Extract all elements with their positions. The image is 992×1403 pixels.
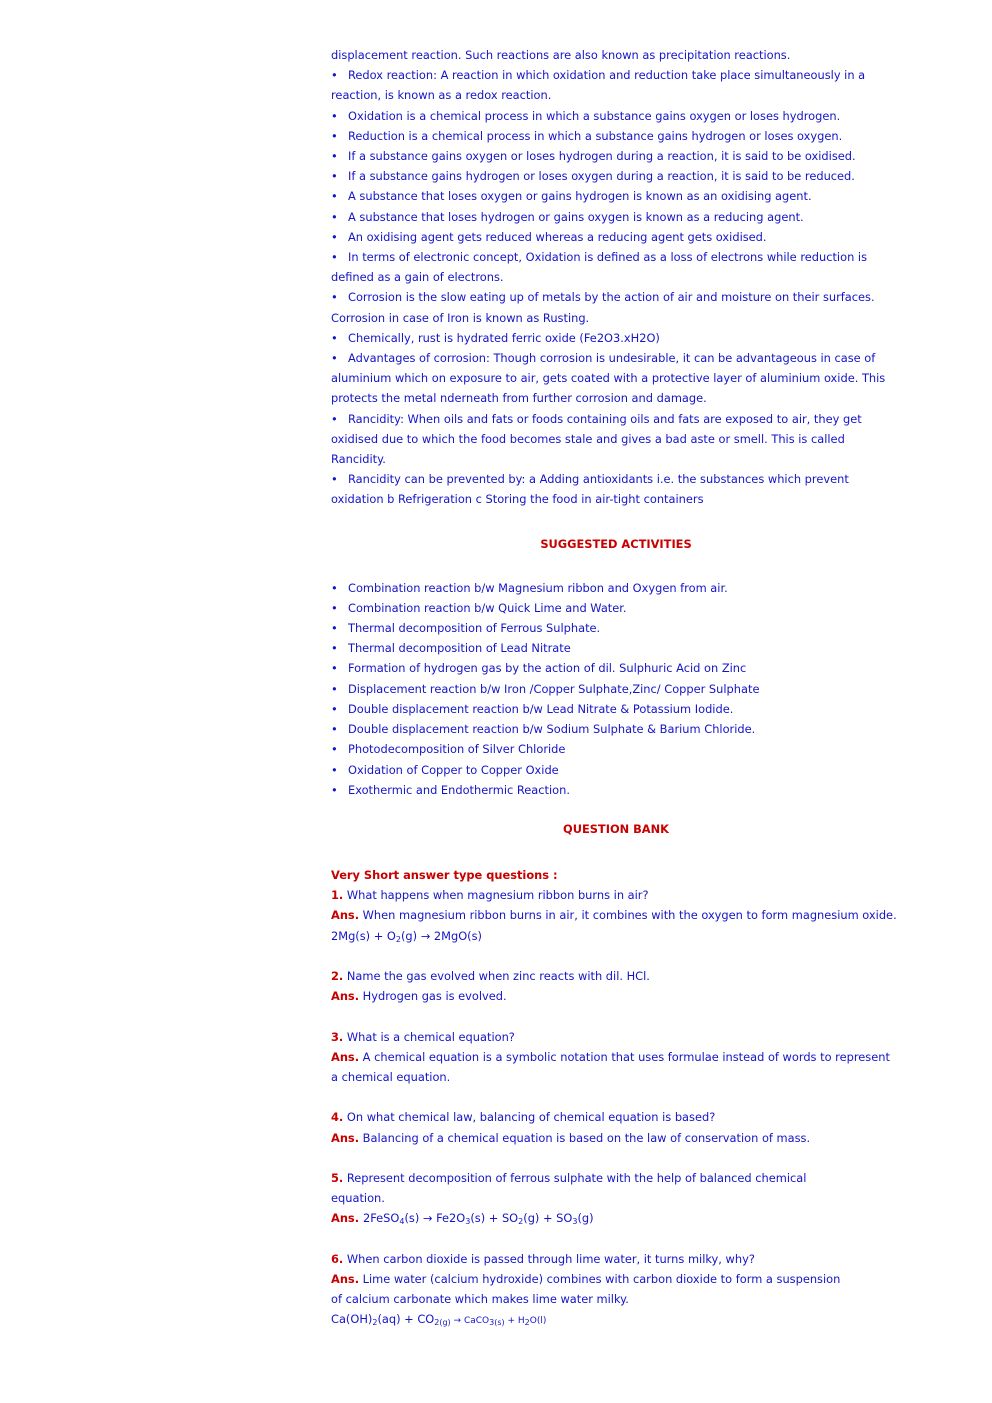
question-number: 2. xyxy=(331,968,344,983)
spacer xyxy=(331,1087,901,1107)
activity-item xyxy=(331,618,901,638)
question-text xyxy=(331,1107,901,1127)
summary-point xyxy=(331,348,901,368)
activity-item xyxy=(331,598,901,618)
activities-list xyxy=(331,578,901,800)
answer-line: Hydrogen gas is evolved. xyxy=(362,989,507,1004)
bullet-text: If a substance gains hydrogen or loses oxygen during a reaction, it is said to be reduced. xyxy=(348,169,855,184)
bullet-marker: • xyxy=(331,472,338,487)
bullet-text: Displacement reaction b/w Iron /Copper Sulphate,Zinc/ Copper Sulphate xyxy=(348,681,760,696)
summary-line: Rancidity. xyxy=(331,452,386,467)
bullet-marker: • xyxy=(331,782,338,797)
bullet-marker: • xyxy=(331,189,338,204)
bullet-text: Rancidity can be prevented by: a Adding antioxidants i.e. the substances which prevent xyxy=(348,472,849,487)
activity-item xyxy=(331,638,901,658)
equation-text: (g) → 2MgO(s) xyxy=(400,928,482,943)
chemical-equation xyxy=(331,926,901,946)
bullet-marker: • xyxy=(331,209,338,224)
summary-point xyxy=(331,247,901,267)
summary-point xyxy=(331,469,901,489)
document-page xyxy=(331,45,901,1332)
answer-line: of calcium carbonate which makes lime water milky. xyxy=(331,1292,629,1307)
summary-point xyxy=(331,186,901,206)
summary-point xyxy=(331,409,901,429)
equation-subscript: 3 xyxy=(572,1217,578,1227)
equation-text: O(l) xyxy=(529,1316,547,1327)
equation-text: 2Mg(s) + O xyxy=(331,928,396,943)
bullet-marker: • xyxy=(331,128,338,143)
summary-point xyxy=(331,126,901,146)
bullet-text: Redox reaction: A reaction in which oxidation and reduction take place simultaneously in a xyxy=(348,68,866,83)
summary-line: protects the metal nderneath from further corrosion and damage. xyxy=(331,391,707,406)
bullet-marker: • xyxy=(331,351,338,366)
spacer xyxy=(331,1229,901,1249)
answer-label: Ans. xyxy=(331,908,360,923)
bullet-text: A substance that loses oxygen or gains hydrogen is known as an oxidising agent. xyxy=(348,189,812,204)
equation-subscript: 2 xyxy=(395,934,401,944)
chemical-equation xyxy=(331,1309,901,1331)
bullet-text: If a substance gains oxygen or loses hydrogen during a reaction, it is said to be oxidised. xyxy=(348,149,856,164)
summary-line: oxidised due to which the food becomes stale and gives a bad aste or smell. This is called xyxy=(331,431,845,446)
bullet-marker: • xyxy=(331,742,338,757)
question-type-subheading: Very Short answer type questions : xyxy=(331,867,558,882)
bullet-text: In terms of electronic concept, Oxidation is defined as a loss of electrons while reduction is xyxy=(348,250,868,265)
bullet-text: Exothermic and Endothermic Reaction. xyxy=(348,782,570,797)
summary-point xyxy=(331,227,901,247)
equation-text: 2FeSO xyxy=(363,1211,400,1226)
summary-line: oxidation b Refrigeration c Storing the food in air-tight containers xyxy=(331,492,704,507)
bullet-marker: • xyxy=(331,600,338,615)
activity-item xyxy=(331,679,901,699)
question-text xyxy=(331,1249,901,1269)
bullet-text: Rancidity: When oils and fats or foods containing oils and fats are exposed to air, they get xyxy=(348,411,862,426)
question-line: On what chemical law, balancing of chemical equation is based? xyxy=(346,1110,716,1125)
equation-subscript: 3(s) xyxy=(489,1318,505,1328)
activity-item xyxy=(331,699,901,719)
activity-item xyxy=(331,739,901,759)
bullet-marker: • xyxy=(331,641,338,656)
bullet-marker: • xyxy=(331,250,338,265)
question-bank-heading: QUESTION BANK xyxy=(563,821,669,836)
question-line: What is a chemical equation? xyxy=(346,1029,515,1044)
summary-line: displacement reaction. Such reactions are also known as precipitation reactions. xyxy=(331,48,791,62)
question-text xyxy=(331,1188,901,1208)
activity-item xyxy=(331,760,901,780)
spacer xyxy=(331,1148,901,1168)
equation-subscript: 3 xyxy=(465,1217,471,1227)
bullet-text: Combination reaction b/w Magnesium ribbon and Oxygen from air. xyxy=(348,580,728,595)
equation-text: (aq) + CO xyxy=(377,1312,435,1327)
equation-subscript: 2 xyxy=(372,1318,378,1328)
equation-text: (g) + SO xyxy=(523,1211,573,1226)
bullet-marker: • xyxy=(331,149,338,164)
summary-point xyxy=(331,287,901,307)
bullet-text: Thermal decomposition of Ferrous Sulphate. xyxy=(348,621,601,636)
bullet-text: An oxidising agent gets reduced whereas a reducing agent gets oxidised. xyxy=(348,229,767,244)
answer-line: When magnesium ribbon burns in air, it combines with the oxygen to form magnesium oxide. xyxy=(362,908,897,923)
bullet-text: Advantages of corrosion: Though corrosion is undesirable, it can be advantageous in case of xyxy=(348,351,876,366)
answer-text xyxy=(331,1067,901,1087)
question-text xyxy=(331,1168,901,1188)
bullet-text: Chemically, rust is hydrated ferric oxide (Fe2O3.xH2O) xyxy=(348,330,660,345)
bullet-text: Reduction is a chemical process in which a substance gains hydrogen or loses oxygen. xyxy=(348,128,843,143)
answer-label: Ans. xyxy=(331,1130,360,1145)
equation-text: → CaCO xyxy=(450,1316,490,1327)
summary-section xyxy=(331,45,901,510)
answer-label: Ans. xyxy=(331,1211,363,1226)
equation-subscript: 2(g) xyxy=(434,1318,451,1328)
bullet-text: Double displacement reaction b/w Lead Nitrate & Potassium Iodide. xyxy=(348,701,734,716)
answer-line: A chemical equation is a symbolic notation that uses formulae instead of words to represent xyxy=(362,1049,890,1064)
answer-label: Ans. xyxy=(331,989,360,1004)
bullet-text: Thermal decomposition of Lead Nitrate xyxy=(348,641,571,656)
spacer xyxy=(331,1006,901,1026)
summary-line: reaction, is known as a redox reaction. xyxy=(331,88,552,103)
activity-item xyxy=(331,780,901,800)
answer-label: Ans. xyxy=(331,1271,360,1286)
bullet-marker: • xyxy=(331,108,338,123)
question-line: equation. xyxy=(331,1191,385,1206)
equation-subscript: 2 xyxy=(524,1318,530,1328)
answer-text xyxy=(331,986,901,1006)
answer-text xyxy=(331,905,901,925)
summary-point xyxy=(331,106,901,126)
question-line: Represent decomposition of ferrous sulphate with the help of balanced chemical xyxy=(346,1170,807,1185)
equation-text: Ca(OH) xyxy=(331,1312,373,1327)
question-list xyxy=(331,885,901,1331)
activity-item xyxy=(331,658,901,678)
answer-text xyxy=(331,1289,901,1309)
question-line: When carbon dioxide is passed through lime water, it turns milky, why? xyxy=(346,1251,755,1266)
bullet-text: Photodecomposition of Silver Chloride xyxy=(348,742,566,757)
question-number: 4. xyxy=(331,1110,344,1125)
bullet-marker: • xyxy=(331,330,338,345)
bullet-marker: • xyxy=(331,681,338,696)
activity-item xyxy=(331,719,901,739)
activities-heading: SUGGESTED ACTIVITIES xyxy=(540,536,692,551)
summary-line: aluminium which on exposure to air, gets coated with a protective layer of aluminium oxide. This xyxy=(331,371,886,386)
equation-text: + H xyxy=(504,1316,525,1327)
summary-point xyxy=(331,328,901,348)
answer-line: Balancing of a chemical equation is based on the law of conservation of mass. xyxy=(362,1130,811,1145)
answer-text xyxy=(331,1269,901,1289)
bullet-marker: • xyxy=(331,290,338,305)
bullet-marker: • xyxy=(331,701,338,716)
bullet-marker: • xyxy=(331,68,338,83)
equation-text: (g) xyxy=(577,1211,594,1226)
activity-item xyxy=(331,578,901,598)
bullet-marker: • xyxy=(331,580,338,595)
question-line: What happens when magnesium ribbon burns in air? xyxy=(346,888,649,903)
question-text xyxy=(331,1027,901,1047)
bullet-marker: • xyxy=(331,762,338,777)
bullet-text: Oxidation of Copper to Copper Oxide xyxy=(348,762,559,777)
summary-point xyxy=(331,166,901,186)
question-line: Name the gas evolved when zinc reacts with dil. HCl. xyxy=(346,968,650,983)
question-number: 3. xyxy=(331,1029,344,1044)
bullet-text: Corrosion is the slow eating up of metals by the action of air and moisture on their surfaces. xyxy=(348,290,875,305)
answer-line: Lime water (calcium hydroxide) combines with carbon dioxide to form a suspension xyxy=(362,1271,841,1286)
bullet-text: A substance that loses hydrogen or gains oxygen is known as a reducing agent. xyxy=(348,209,804,224)
spacer xyxy=(331,946,901,966)
bullet-marker: • xyxy=(331,229,338,244)
answer-label: Ans. xyxy=(331,1049,360,1064)
equation-text: (s) + SO xyxy=(470,1211,519,1226)
summary-point xyxy=(331,65,901,85)
question-number: 6. xyxy=(331,1251,344,1266)
question-number: 1. xyxy=(331,888,344,903)
bullet-text: Double displacement reaction b/w Sodium Sulphate & Barium Chloride. xyxy=(348,722,756,737)
bullet-marker: • xyxy=(331,621,338,636)
equation-subscript: 2 xyxy=(518,1217,524,1227)
summary-line: Corrosion in case of Iron is known as Rusting. xyxy=(331,310,590,325)
bullet-marker: • xyxy=(331,661,338,676)
summary-line: defined as a gain of electrons. xyxy=(331,270,504,285)
question-text xyxy=(331,966,901,986)
bullet-text: Oxidation is a chemical process in which a substance gains oxygen or loses hydrogen. xyxy=(348,108,841,123)
answer-text xyxy=(331,1128,901,1148)
bullet-marker: • xyxy=(331,411,338,426)
answer-line: a chemical equation. xyxy=(331,1069,451,1084)
bullet-text: Formation of hydrogen gas by the action of dil. Sulphuric Acid on Zinc xyxy=(348,661,747,676)
bullet-marker: • xyxy=(331,722,338,737)
bullet-marker: • xyxy=(331,169,338,184)
answer-text xyxy=(331,1047,901,1067)
question-text xyxy=(331,885,901,905)
summary-point xyxy=(331,207,901,227)
equation-text: (s) → Fe2O xyxy=(404,1211,466,1226)
chemical-equation xyxy=(331,1208,901,1228)
equation-subscript: 4 xyxy=(399,1217,405,1227)
summary-point xyxy=(331,146,901,166)
question-number: 5. xyxy=(331,1170,344,1185)
bullet-text: Combination reaction b/w Quick Lime and Water. xyxy=(348,600,627,615)
